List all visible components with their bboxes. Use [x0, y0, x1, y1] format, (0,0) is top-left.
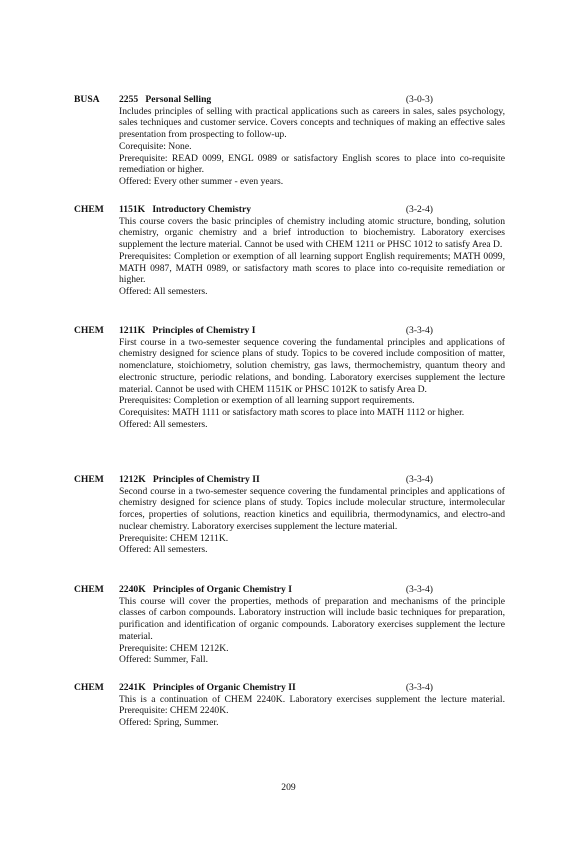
course-body	[119, 216, 505, 298]
course-number: 2240K	[119, 584, 146, 595]
course-title: Principles of Organic Chemistry II	[152, 682, 296, 693]
course-note: Offered: All semesters.	[119, 544, 208, 556]
course-title: Personal Selling	[145, 94, 212, 105]
course-body	[119, 337, 505, 431]
course-heading	[119, 682, 505, 694]
course-description: This course covers the basic principles of chemistry including atomic structure, bonding, solution chemistry, organic chemistry and a brief introduction to biochemistry. Laboratory exercises supplement the lecture material. Cannot be used with CHEM 1211 or PHSC 1012 to satisfy Area D.	[119, 215, 505, 251]
course-note: Offered: Spring, Summer.	[119, 717, 219, 729]
course-note: Offered: All semesters.	[119, 285, 208, 297]
course-department: CHEM	[74, 325, 104, 336]
page-number: 209	[281, 782, 296, 793]
course-description: Includes principles of selling with practical applications such as careers in sales, sales psychology, sales techniques and customer service. Covers concepts and techniques of making an effective sales presentation from prospecting to follow-up.	[119, 105, 505, 141]
course-department: CHEM	[74, 584, 104, 595]
course-credits: (3-2-4)	[405, 204, 433, 215]
course-number: 1212K	[119, 474, 146, 485]
course-note: Prerequisites: Completion or exemption of all learning support English requirements; MATH 0099, MATH 0987, MATH 0989, or satisfactory math scores to place into co-requisite remediation or higher.	[119, 250, 505, 286]
course-description: First course in a two-semester sequence covering the fundamental principles and applications of chemistry designed for science plans of study. Topics to be covered include composition of matter, nomenclature, stoichiometry, solution chemistry, gas laws, thermochemistry, quantum theory and electronic structure, periodic relations, and bonding. Laboratory exercises supplement the lecture material. Cannot be used with CHEM 1151K or PHSC 1012K to satisfy Area D.	[119, 336, 505, 395]
course-note: Corequisites: MATH 1111 or satisfactory math scores to place into MATH 1112 or higher.	[119, 406, 465, 418]
course-department: CHEM	[74, 204, 104, 215]
course-note: Prerequisite: READ 0099, ENGL 0989 or satisfactory English scores to place into co-requisite remediation or higher.	[119, 152, 505, 176]
course-note: Offered: All semesters.	[119, 418, 208, 430]
course-note: Offered: Summer, Fall.	[119, 654, 208, 666]
course-heading	[119, 584, 505, 596]
course-credits: (3-3-4)	[405, 584, 433, 595]
course-note: Prerequisites: Completion or exemption of all learning support requirements.	[119, 395, 415, 407]
course-description: This is a continuation of CHEM 2240K. Laboratory exercises supplement the lecture material. Prerequisite: CHEM 2240K.	[119, 693, 505, 717]
course-department: CHEM	[74, 474, 104, 485]
course-body	[119, 106, 505, 188]
course-credits: (3-3-4)	[405, 474, 433, 485]
course-note: Prerequisite: CHEM 1211K.	[119, 532, 229, 544]
course-title: Introductory Chemistry	[152, 204, 252, 215]
course-title: Principles of Organic Chemistry I	[152, 584, 292, 595]
course-heading	[119, 325, 505, 337]
course-description: Second course in a two-semester sequence covering the fundamental principles and applications of chemistry designed for science plans of study. Topics include molecular structure, intermolecular forces, properties of solutions, reaction kinetics and equilibria, thermodynamics, and electro-and nuclear chemistry. Laboratory exercises supplement the lecture material.	[119, 485, 505, 532]
course-title: Principles of Chemistry I	[152, 325, 256, 336]
course-body	[119, 486, 505, 556]
course-credits: (3-0-3)	[405, 94, 433, 105]
course-note: Prerequisite: CHEM 1212K.	[119, 642, 229, 654]
course-credits: (3-3-4)	[405, 682, 433, 693]
course-heading	[119, 474, 505, 486]
course-number: 1151K	[119, 204, 146, 215]
course-body	[119, 596, 505, 666]
course-heading	[119, 94, 505, 106]
course-description: This course will cover the properties, methods of preparation and mechanisms of the principle classes of carbon compounds. Laboratory instruction will include basic techniques for preparation, purification and identification of organic compounds. Laboratory exercises supplement the lecture material.	[119, 595, 505, 642]
course-note: Offered: Every other summer - even years.	[119, 175, 284, 187]
course-department: CHEM	[74, 682, 104, 693]
course-number: 2255	[119, 94, 139, 105]
course-body	[119, 694, 505, 729]
course-title: Principles of Chemistry II	[152, 474, 260, 485]
course-credits: (3-3-4)	[405, 325, 433, 336]
course-note: Corequisite: None.	[119, 140, 192, 152]
course-heading	[119, 204, 505, 216]
course-number: 1211K	[119, 325, 146, 336]
course-number: 2241K	[119, 682, 146, 693]
course-department: BUSA	[74, 94, 100, 105]
